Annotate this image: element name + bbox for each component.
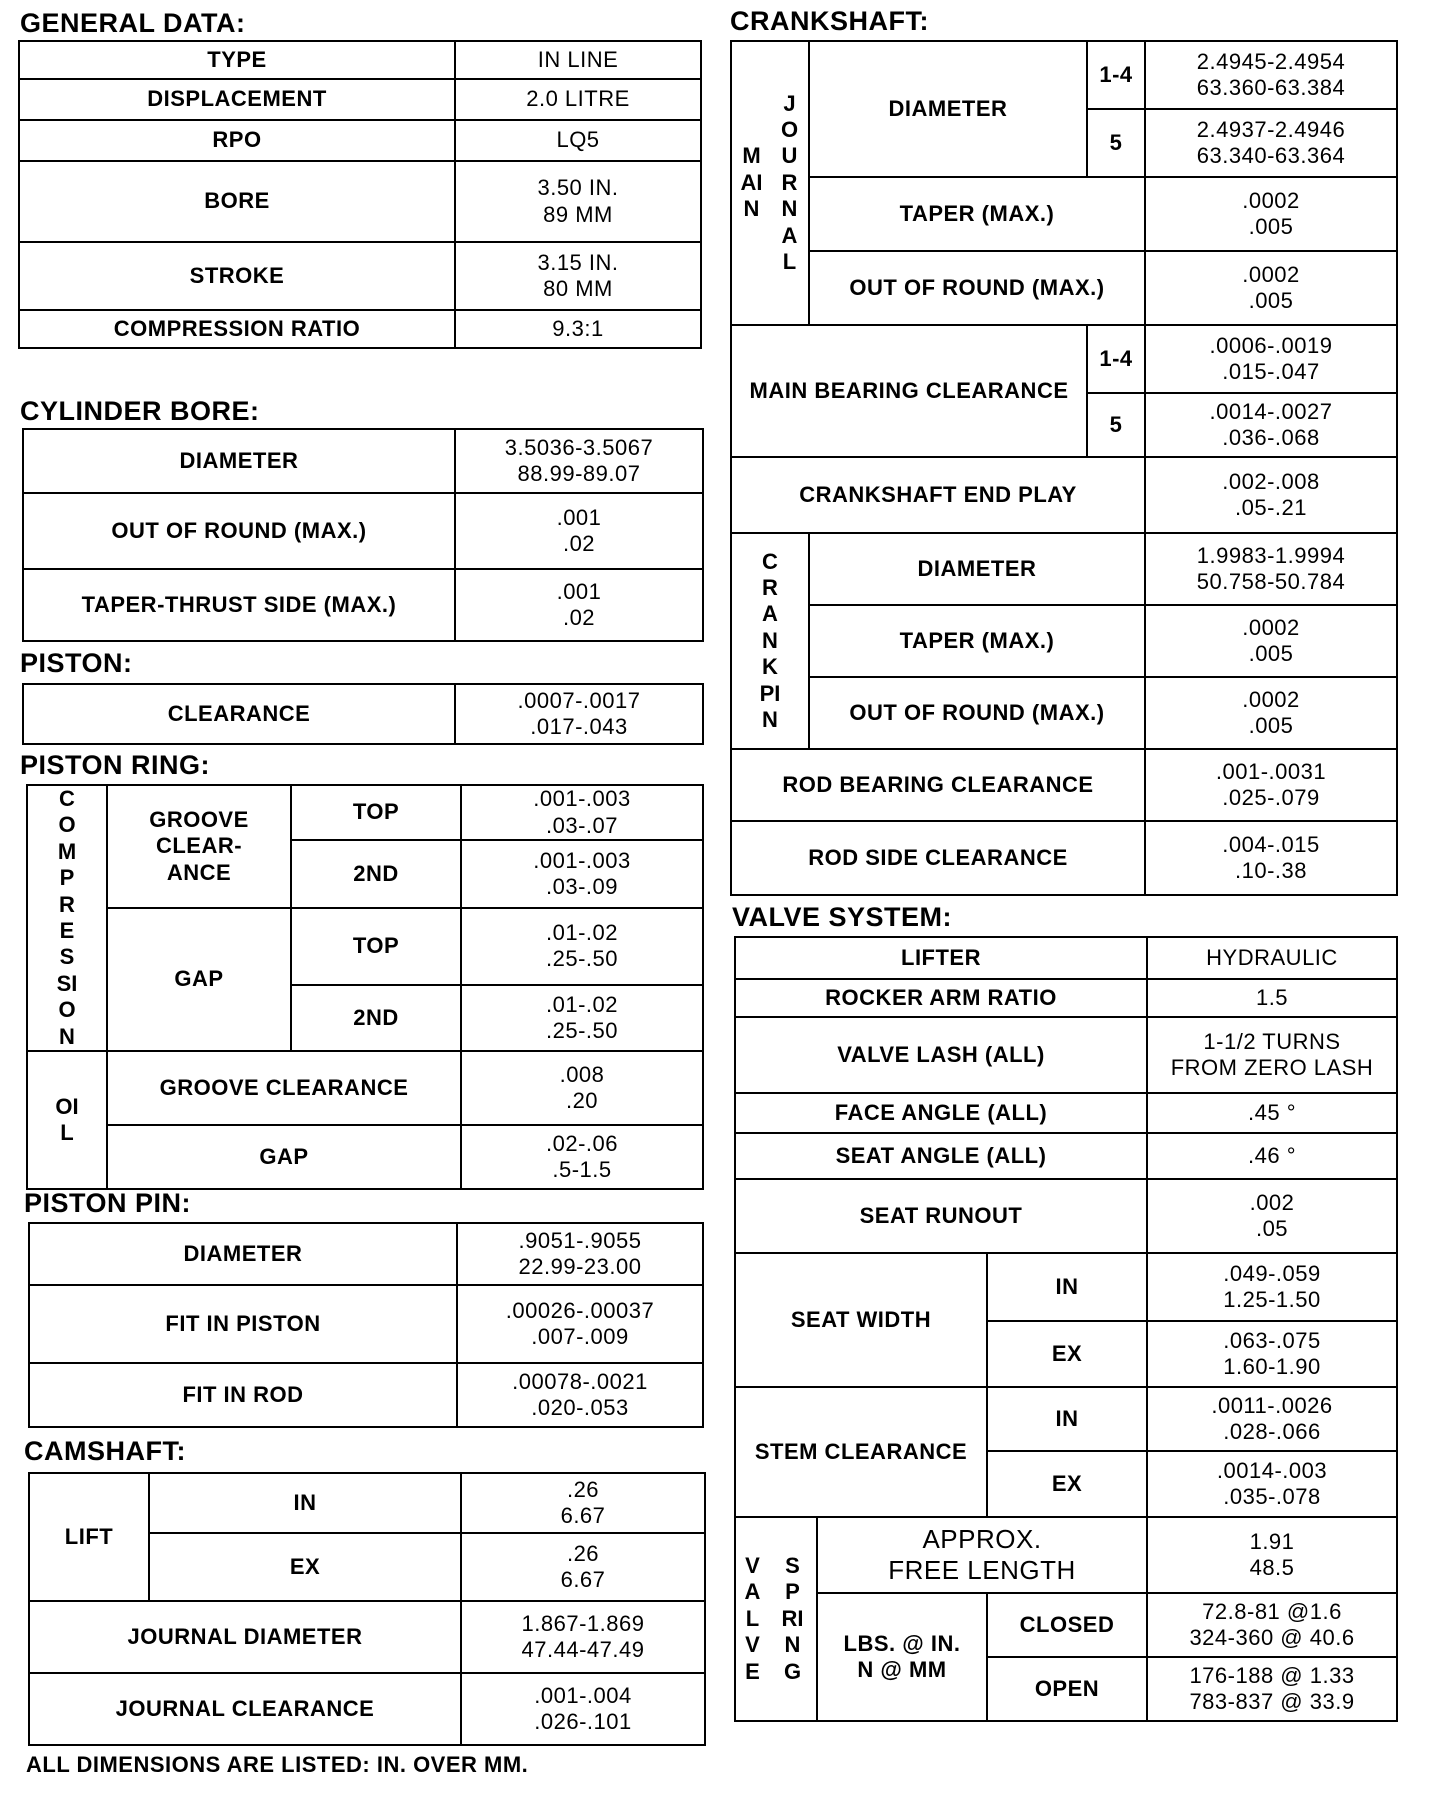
value-line: .036-.068 <box>1222 425 1320 450</box>
value-line: 2.4945-2.4954 <box>1196 48 1346 74</box>
value-line: 2.4937-2.4946 <box>1196 116 1346 142</box>
value-line: .26 <box>566 1540 600 1566</box>
value-line: 176-188 @ 1.33 <box>1189 1662 1355 1688</box>
value-line: .03-.09 <box>546 874 618 899</box>
vertical-text: VALVE <box>744 1553 761 1684</box>
value-line: .01-.02 <box>546 991 618 1017</box>
valve-vertical-label <box>735 1517 769 1721</box>
piston-clearance-label: CLEARANCE <box>23 684 455 744</box>
value-line: 48.5 <box>1249 1555 1295 1580</box>
seat-angle-label: SEAT ANGLE (ALL) <box>735 1133 1147 1179</box>
lift-in-label: IN <box>149 1473 461 1533</box>
face-angle-value <box>1147 1093 1397 1133</box>
stem-in-label: IN <box>987 1387 1147 1451</box>
bore-out-of-round-label: OUT OF ROUND (MAX.) <box>23 493 455 569</box>
value-line: .001-.0031 <box>1215 758 1327 784</box>
value-line: .0007-.0017 <box>517 687 641 713</box>
value-line: 1.25-1.50 <box>1223 1287 1321 1312</box>
seat-width-label: SEAT WIDTH <box>735 1253 987 1387</box>
fit-in-piston-value <box>457 1285 703 1363</box>
rod-side-value <box>1145 821 1397 895</box>
free-length-value <box>1147 1517 1397 1593</box>
vertical-text: MAIN <box>740 143 763 222</box>
groove-2nd-value <box>461 840 703 908</box>
main-dia-14-label: 1-4 <box>1087 41 1145 109</box>
value-line: 72.8-81 @1.6 <box>1202 1598 1342 1624</box>
crankpin-taper-value <box>1145 605 1397 677</box>
pin-diameter-value <box>457 1223 703 1285</box>
open-label: OPEN <box>987 1657 1147 1721</box>
value-line: .005 <box>1248 214 1294 239</box>
value-line: .00078-.0021 <box>512 1368 648 1394</box>
footer-note: ALL DIMENSIONS ARE LISTED: IN. OVER MM. <box>26 1752 529 1777</box>
groove-2nd-label: 2ND <box>291 840 461 908</box>
rpo-label: RPO <box>19 120 455 161</box>
gap-label: GAP <box>107 908 291 1051</box>
journal-clearance-value <box>461 1673 705 1745</box>
value-line: .05 <box>1255 1216 1289 1241</box>
value-line: .026-.101 <box>534 1709 632 1734</box>
value-line: .05-.21 <box>1235 495 1307 520</box>
main-bearing-5-value <box>1145 393 1397 457</box>
value-line: .008 <box>559 1061 605 1087</box>
piston-table <box>22 683 704 745</box>
seat-width-in-label: IN <box>987 1253 1147 1321</box>
compression-vertical-label <box>27 785 107 1051</box>
value-line: .0011-.0026 <box>1211 1392 1333 1418</box>
value-line: .020-.053 <box>531 1395 629 1420</box>
oil-vertical-label <box>27 1051 107 1189</box>
value-line: .001-.003 <box>533 847 631 873</box>
lift-ex-label: EX <box>149 1533 461 1601</box>
valve-system-table <box>734 936 1398 1722</box>
value-line: .0002 <box>1242 187 1300 213</box>
value-line: .0014-.003 <box>1216 1457 1328 1483</box>
seat-width-ex-value <box>1147 1321 1397 1387</box>
rpo-value <box>455 120 701 161</box>
value-line: .015-.047 <box>1222 359 1320 384</box>
face-angle-label: FACE ANGLE (ALL) <box>735 1093 1147 1133</box>
value-line: 47.44-47.49 <box>521 1637 645 1662</box>
gap-2nd-value <box>461 985 703 1051</box>
value-line: ANCE <box>166 859 232 885</box>
rod-bearing-label: ROD BEARING CLEARANCE <box>731 749 1145 821</box>
rod-side-label: ROD SIDE CLEARANCE <box>731 821 1145 895</box>
value-line: .004-.015 <box>1222 831 1320 857</box>
value-line: .001 <box>556 504 602 530</box>
valve-lash-value <box>1147 1017 1397 1093</box>
value-line: .0006-.0019 <box>1209 332 1333 358</box>
value-line: .017-.043 <box>530 714 628 739</box>
value-line: FROM ZERO LASH <box>1170 1055 1374 1080</box>
value-line: N @ MM <box>857 1657 947 1682</box>
value-line: .46 ° <box>1248 1142 1296 1168</box>
rod-bearing-value <box>1145 749 1397 821</box>
piston-ring-table <box>26 784 704 1190</box>
fit-in-piston-label: FIT IN PISTON <box>29 1285 457 1363</box>
value-line: 783-837 @ 33.9 <box>1189 1689 1355 1714</box>
value-line: .025-.079 <box>1222 785 1320 810</box>
vertical-text: CRANKPIN <box>759 548 781 732</box>
value-line: .10-.38 <box>1235 858 1307 883</box>
lift-ex-value <box>461 1533 705 1601</box>
open-value <box>1147 1657 1397 1721</box>
free-length-label <box>817 1517 1147 1593</box>
spring-vertical-label <box>769 1517 817 1721</box>
oil-groove-clearance-value <box>461 1051 703 1125</box>
main-dia-5-label: 5 <box>1087 109 1145 177</box>
crankpin-diameter-label: DIAMETER <box>809 533 1145 605</box>
value-line: .03-.07 <box>546 812 618 838</box>
oil-gap-value <box>461 1125 703 1189</box>
main-taper-value <box>1145 177 1397 251</box>
value-line: .035-.078 <box>1223 1484 1321 1509</box>
seat-width-ex-label: EX <box>987 1321 1147 1387</box>
value-line: 89 MM <box>543 201 613 227</box>
value-line: .063-.075 <box>1223 1327 1321 1353</box>
compression-ratio-label: COMPRESSION RATIO <box>19 310 455 348</box>
seat-runout-value <box>1147 1179 1397 1253</box>
oil-gap-label: GAP <box>107 1125 461 1189</box>
end-play-value <box>1145 457 1397 533</box>
main-bearing-5-label: 5 <box>1087 393 1145 457</box>
main-oor-value <box>1145 251 1397 325</box>
rocker-value <box>1147 979 1397 1017</box>
value-line: 63.340-63.364 <box>1196 143 1346 168</box>
main-bearing-14-label: 1-4 <box>1087 325 1145 393</box>
value-line: .9051-.9055 <box>518 1227 642 1253</box>
value-line: .02-.06 <box>546 1130 618 1156</box>
displacement-label: DISPLACEMENT <box>19 79 455 120</box>
value-line: .001 <box>556 578 602 604</box>
value-line: 6.67 <box>560 1503 606 1528</box>
value-line: 3.5036-3.5067 <box>504 434 654 460</box>
value-line: FREE LENGTH <box>888 1555 1076 1585</box>
value-line: CLEAR- <box>155 833 243 859</box>
value-line: .007-.009 <box>531 1324 629 1349</box>
main-bearing-14-value <box>1145 325 1397 393</box>
main-dia-14-value <box>1145 41 1397 109</box>
value-line: .002-.008 <box>1222 468 1320 494</box>
vertical-text: SPRING <box>781 1553 804 1684</box>
value-line: 1.9983-1.9994 <box>1196 542 1346 568</box>
bore-value <box>455 161 701 242</box>
closed-value <box>1147 1593 1397 1657</box>
value-line: LBS. @ IN. <box>843 1630 961 1656</box>
value-line: .26 <box>566 1476 600 1502</box>
piston-clearance-value <box>455 684 703 744</box>
groove-clearance-label <box>107 785 291 908</box>
stem-ex-label: EX <box>987 1451 1147 1517</box>
value-line: .00026-.00037 <box>505 1297 655 1323</box>
piston-ring-title: PISTON RING: <box>20 750 211 780</box>
value-line: 3.50 IN. <box>537 175 619 201</box>
end-play-label: CRANKSHAFT END PLAY <box>731 457 1145 533</box>
value-line: 1-1/2 TURNS <box>1203 1028 1341 1054</box>
value-line: 1.91 <box>1249 1528 1295 1554</box>
gap-2nd-label: 2ND <box>291 985 461 1051</box>
stroke-label: STROKE <box>19 242 455 310</box>
general-data-title: GENERAL DATA: <box>20 8 246 38</box>
lift-in-value <box>461 1473 705 1533</box>
fit-in-rod-label: FIT IN ROD <box>29 1363 457 1427</box>
lifter-label: LIFTER <box>735 937 1147 979</box>
camshaft-title: CAMSHAFT: <box>24 1436 186 1466</box>
value-line: 1.60-1.90 <box>1223 1354 1321 1379</box>
value-line: 1.5 <box>1255 984 1289 1010</box>
value-line: GROOVE <box>149 806 249 832</box>
value-line: .002 <box>1249 1189 1295 1215</box>
gap-top-label: TOP <box>291 908 461 985</box>
value-line: .0002 <box>1242 686 1300 712</box>
value-line: .0014-.0027 <box>1209 398 1333 424</box>
valve-lash-label: VALVE LASH (ALL) <box>735 1017 1147 1093</box>
main-diameter-label: DIAMETER <box>809 41 1087 177</box>
value-line: .005 <box>1248 713 1294 738</box>
value-line: 22.99-23.00 <box>518 1254 642 1279</box>
gap-top-value <box>461 908 703 985</box>
value-line: .02 <box>562 605 596 630</box>
value-line: 88.99-89.07 <box>517 461 641 486</box>
stem-ex-value <box>1147 1451 1397 1517</box>
seat-width-in-value <box>1147 1253 1397 1321</box>
main-dia-5-value <box>1145 109 1397 177</box>
piston-title: PISTON: <box>20 648 133 678</box>
main-bearing-label: MAIN BEARING CLEARANCE <box>731 325 1087 457</box>
vertical-text: JOURNAL <box>780 90 799 274</box>
value-line: .25-.50 <box>546 946 618 972</box>
value-line: 63.360-63.384 <box>1196 75 1346 100</box>
seat-runout-label: SEAT RUNOUT <box>735 1179 1147 1253</box>
journal-clearance-label: JOURNAL CLEARANCE <box>29 1673 461 1745</box>
crankpin-taper-label: TAPER (MAX.) <box>809 605 1145 677</box>
value-line: .02 <box>562 531 596 556</box>
value-line: 2.0 LITRE <box>526 86 630 112</box>
crankshaft-table <box>730 40 1398 896</box>
main-oor-label: OUT OF ROUND (MAX.) <box>809 251 1145 325</box>
crankpin-diameter-value <box>1145 533 1397 605</box>
value-line: 3.15 IN. <box>537 249 619 275</box>
camshaft-table <box>28 1472 706 1746</box>
value-line: .20 <box>565 1087 599 1113</box>
fit-in-rod-value <box>457 1363 703 1427</box>
value-line: 80 MM <box>543 276 613 301</box>
valve-system-title: VALVE SYSTEM: <box>732 902 953 932</box>
main-vertical-label <box>731 41 771 325</box>
lift-label: LIFT <box>29 1473 149 1601</box>
stroke-value <box>455 242 701 310</box>
displacement-value <box>455 79 701 120</box>
load-label <box>817 1593 987 1721</box>
piston-pin-title: PISTON PIN: <box>24 1188 192 1218</box>
type-value <box>455 41 701 79</box>
rocker-label: ROCKER ARM RATIO <box>735 979 1147 1017</box>
value-line: .0002 <box>1242 261 1300 287</box>
journal-diameter-label: JOURNAL DIAMETER <box>29 1601 461 1673</box>
vertical-text: COMPRESSION <box>56 786 78 1049</box>
seat-angle-value <box>1147 1133 1397 1179</box>
stem-in-value <box>1147 1387 1397 1451</box>
value-line: .005 <box>1248 288 1294 313</box>
compression-ratio-value <box>455 310 701 348</box>
crankpin-vertical-label <box>731 533 809 749</box>
piston-pin-table <box>28 1222 704 1428</box>
value-line: APPROX. <box>922 1523 1042 1554</box>
journal-vertical-label <box>771 41 809 325</box>
vertical-text: OIL <box>55 1093 79 1145</box>
value-line: 6.67 <box>560 1567 606 1592</box>
bore-label: BORE <box>19 161 455 242</box>
groove-top-label: TOP <box>291 785 461 840</box>
main-taper-label: TAPER (MAX.) <box>809 177 1145 251</box>
value-line: .25-.50 <box>546 1017 618 1043</box>
pin-diameter-label: DIAMETER <box>29 1223 457 1285</box>
bore-taper-value <box>455 569 703 641</box>
value-line: .049-.059 <box>1223 1260 1321 1286</box>
bore-diameter-label: DIAMETER <box>23 429 455 493</box>
oil-groove-clearance-label: GROOVE CLEARANCE <box>107 1051 461 1125</box>
value-line: 9.3:1 <box>552 315 604 341</box>
groove-top-value <box>461 785 703 840</box>
value-line: HYDRAULIC <box>1206 944 1338 970</box>
value-line: .001-.003 <box>533 786 631 812</box>
value-line: 324-360 @ 40.6 <box>1189 1625 1355 1650</box>
value-line: .0002 <box>1242 614 1300 640</box>
value-line: .005 <box>1248 641 1294 666</box>
value-line: IN LINE <box>537 46 619 72</box>
bore-taper-label: TAPER-THRUST SIDE (MAX.) <box>23 569 455 641</box>
lifter-value <box>1147 937 1397 979</box>
crankshaft-title: CRANKSHAFT: <box>730 6 929 36</box>
cylinder-bore-title: CYLINDER BORE: <box>20 396 260 426</box>
value-line: .01-.02 <box>546 920 618 946</box>
closed-label: CLOSED <box>987 1593 1147 1657</box>
bore-diameter-value <box>455 429 703 493</box>
value-line: .001-.004 <box>534 1682 632 1708</box>
general-data-table <box>18 40 702 349</box>
type-label: TYPE <box>19 41 455 79</box>
value-line: 50.758-50.784 <box>1196 569 1346 594</box>
bore-out-of-round-value <box>455 493 703 569</box>
value-line: LQ5 <box>556 127 600 153</box>
crankpin-oor-value <box>1145 677 1397 749</box>
value-line: .45 ° <box>1248 1099 1296 1125</box>
value-line: .5-1.5 <box>552 1156 612 1182</box>
crankpin-oor-label: OUT OF ROUND (MAX.) <box>809 677 1145 749</box>
value-line: 1.867-1.869 <box>521 1610 645 1636</box>
cylinder-bore-table <box>22 428 704 642</box>
value-line: .028-.066 <box>1223 1419 1321 1444</box>
journal-diameter-value <box>461 1601 705 1673</box>
stem-clearance-label: STEM CLEARANCE <box>735 1387 987 1517</box>
